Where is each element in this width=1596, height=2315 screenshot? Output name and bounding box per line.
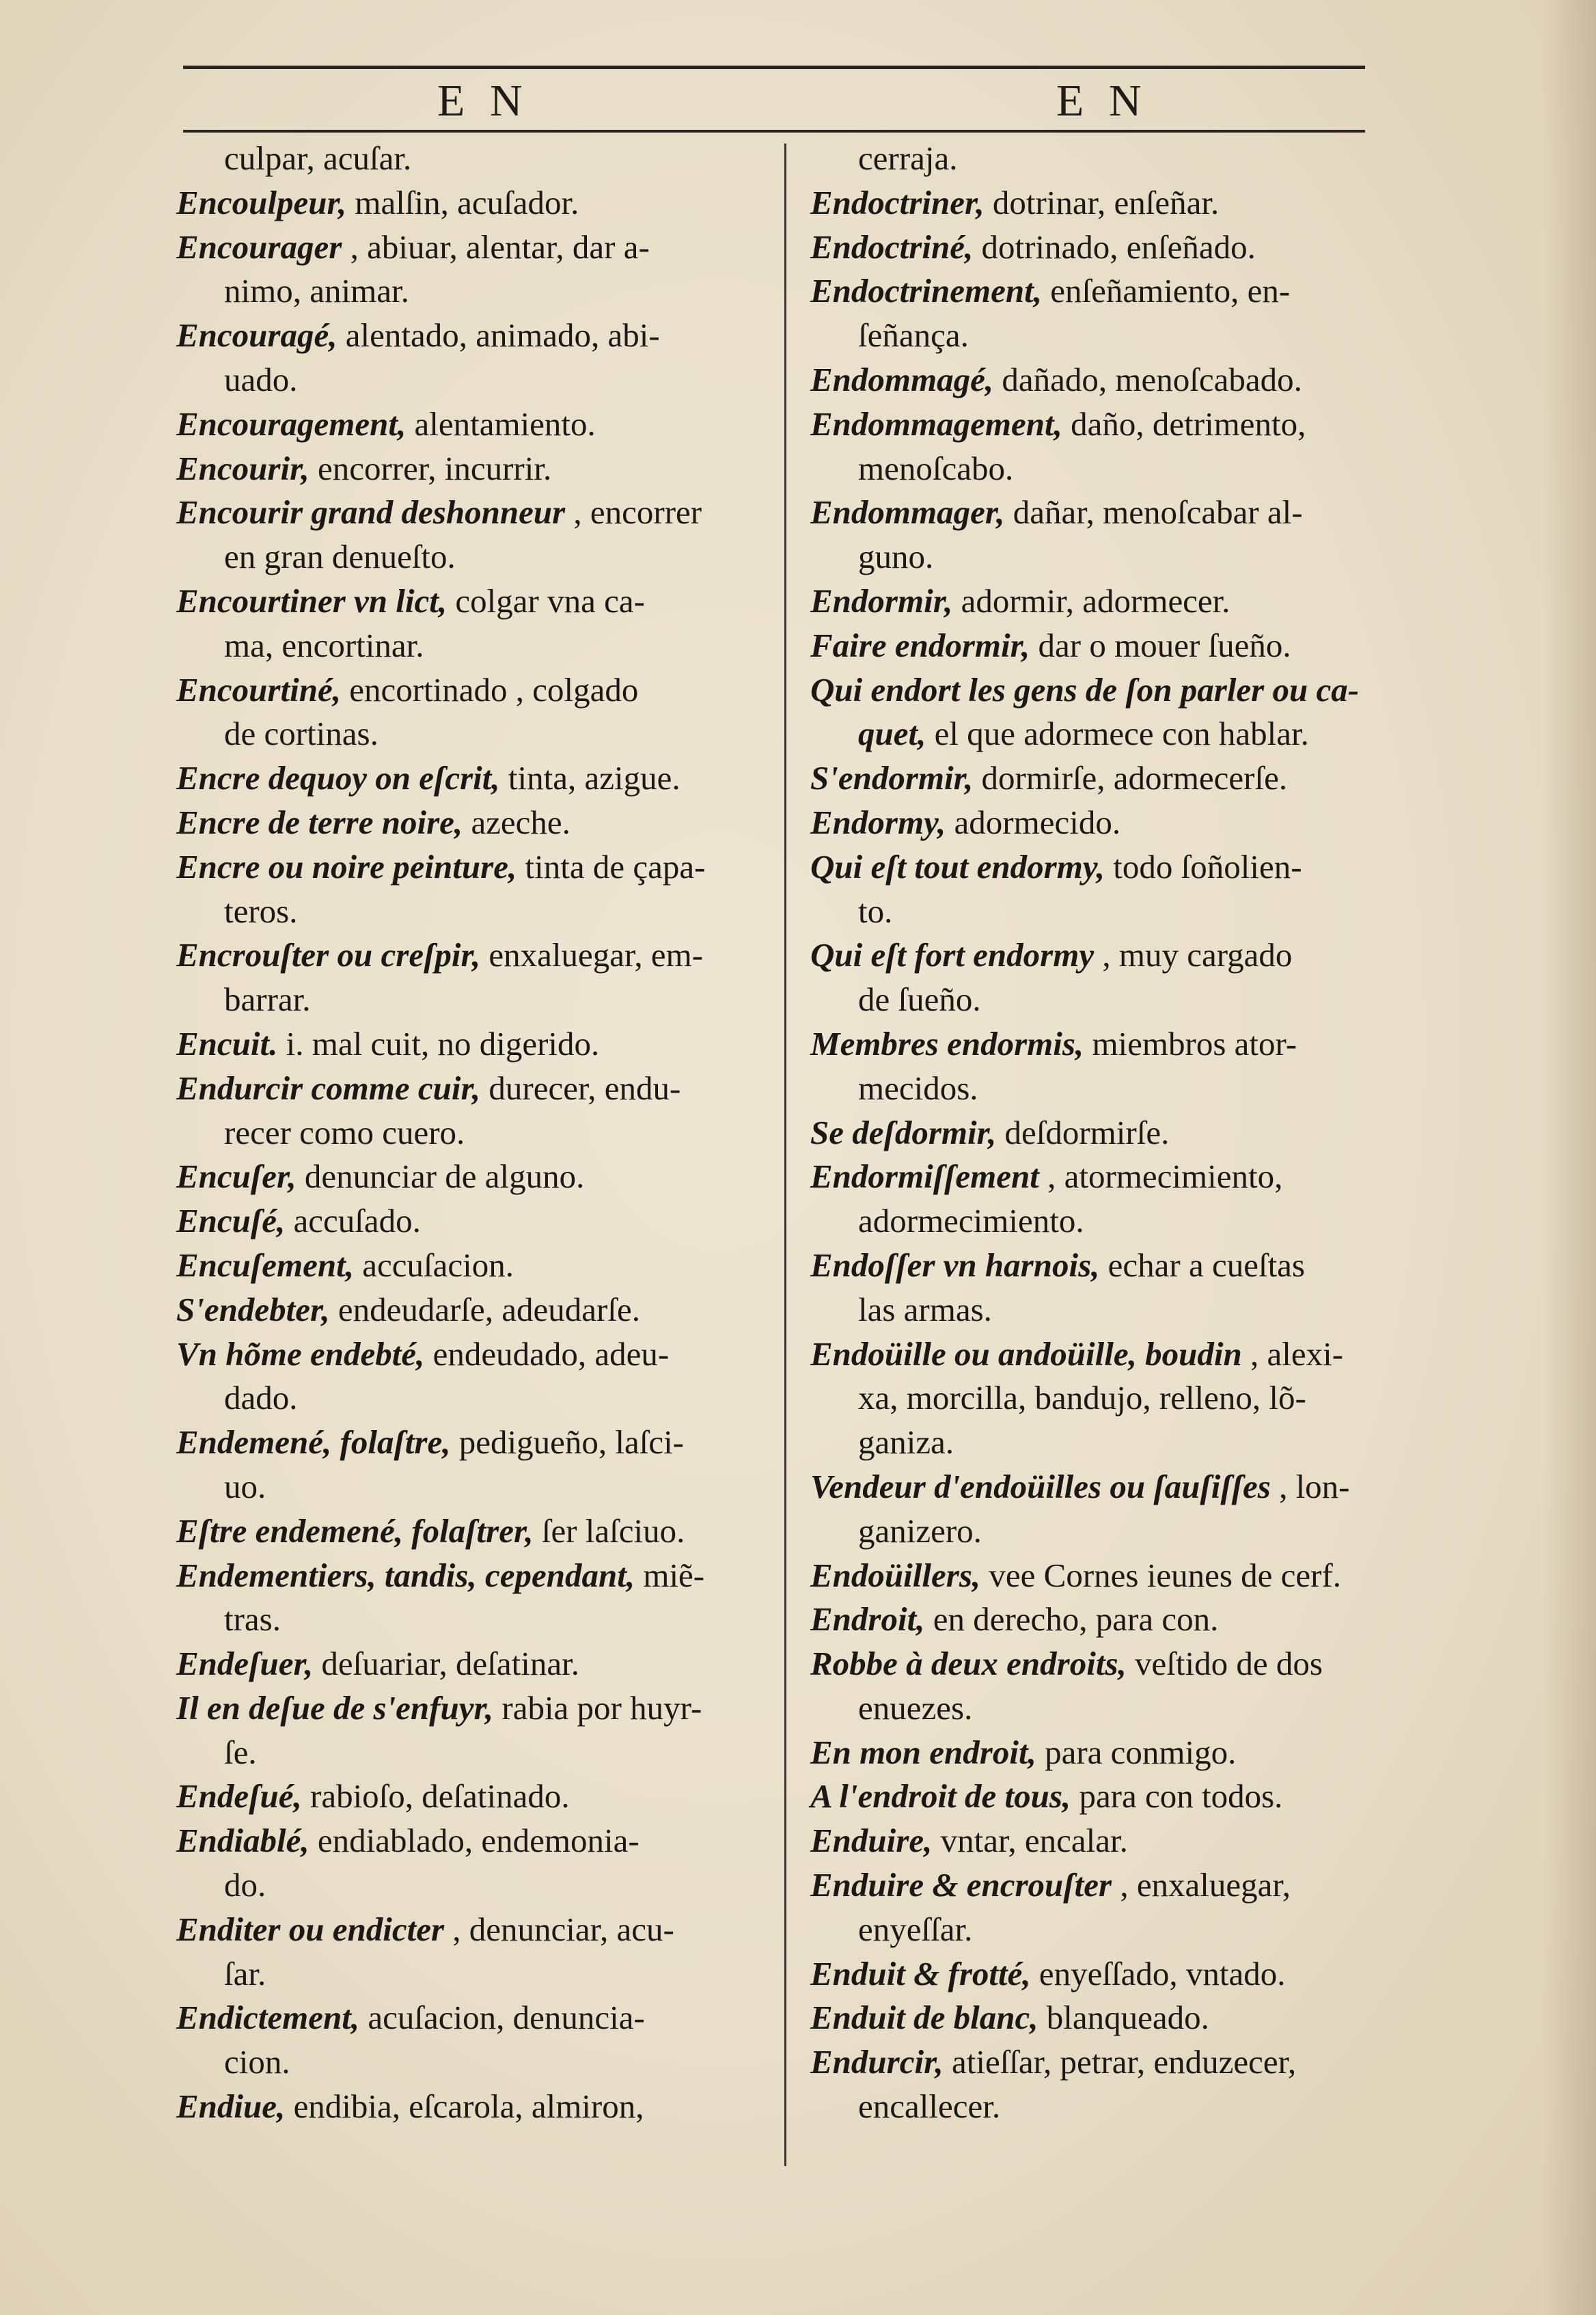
definition-text: atieſſar, petrar, enduzecer, xyxy=(943,2043,1297,2081)
headword: Il en deſue de s'enfuyr, xyxy=(176,1688,494,1727)
definition-text: ganiza. xyxy=(858,1423,954,1462)
definition-text: , enxaluegar, xyxy=(1112,1866,1291,1904)
definition-text: miẽ- xyxy=(635,1556,705,1594)
entry-line xyxy=(810,1067,1384,1111)
entry-line xyxy=(176,1775,750,1819)
definition-text: encallecer. xyxy=(858,2087,1001,2126)
headword: Encourtiner vn lict, xyxy=(176,581,448,620)
headword: Encre ou noire peinture, xyxy=(176,847,517,886)
definition-text: barrar. xyxy=(224,981,311,1019)
entry-line xyxy=(810,579,1384,624)
entry-line xyxy=(176,890,750,934)
definition-text: colgar vna ca- xyxy=(447,581,645,620)
headword: Encourager xyxy=(176,228,342,266)
definition-text: mecidos. xyxy=(858,1069,978,1107)
entry-line xyxy=(810,1554,1384,1598)
headword: En mon endroit, xyxy=(810,1733,1036,1771)
entry-line xyxy=(176,1421,750,1465)
definition-text: enxaluegar, em- xyxy=(480,936,704,974)
definition-text: nimo, animar. xyxy=(224,272,409,310)
definition-text: enyeſſar. xyxy=(858,1910,973,1948)
headword: Enduit de blanc, xyxy=(810,1999,1038,2037)
headword: Enduit & frotté, xyxy=(810,1954,1031,1992)
definition-text: culpar, acuſar. xyxy=(224,139,412,177)
entry-line xyxy=(176,668,750,713)
entry-line xyxy=(176,1996,750,2040)
headword: Faire endormir, xyxy=(810,626,1030,664)
definition-text: para con todos. xyxy=(1071,1777,1283,1816)
entry-line xyxy=(176,1288,750,1332)
headword: Vendeur d'endoüilles ou ſauſiſſes xyxy=(810,1467,1271,1505)
definition-text: endeudado, adeu- xyxy=(424,1334,670,1373)
headword: Endoſſer vn harnois, xyxy=(810,1246,1100,1284)
headword: Endommager, xyxy=(810,493,1005,532)
definition-text: ſe. xyxy=(224,1733,257,1771)
entry-line xyxy=(176,1863,750,1908)
definition-text: echar a cueſtas xyxy=(1099,1246,1305,1284)
definition-text: durecer, endu- xyxy=(480,1069,681,1107)
entry-line xyxy=(810,1155,1384,1199)
entry-line xyxy=(810,978,1384,1022)
definition-text: alentamiento. xyxy=(406,405,596,443)
headword: Endeſuer, xyxy=(176,1645,314,1683)
entry-line xyxy=(176,978,750,1022)
entry-line xyxy=(810,845,1384,890)
headword: Enduire & encrouſter xyxy=(810,1866,1112,1904)
entry-line xyxy=(810,2085,1384,2129)
entry-line xyxy=(176,1111,750,1155)
headword: Encoulpeur, xyxy=(176,183,347,221)
running-header-right: E N xyxy=(1056,76,1148,126)
right-column xyxy=(810,137,1384,2129)
entry-line xyxy=(810,1199,1384,1244)
headword: Encuſer, xyxy=(176,1158,297,1196)
entry-line xyxy=(176,1554,750,1598)
headword: Endoctriner, xyxy=(810,183,985,221)
definition-text: cion. xyxy=(224,2043,290,2081)
headword: Vn hõme endebté, xyxy=(176,1334,425,1373)
entry-line xyxy=(810,1376,1384,1421)
headword: Encourir, xyxy=(176,449,309,487)
entry-line xyxy=(176,845,750,890)
entry-line xyxy=(810,1731,1384,1775)
entry-line xyxy=(176,624,750,668)
entry-line xyxy=(176,1022,750,1067)
headword: A l'endroit de tous, xyxy=(810,1777,1071,1816)
entry-line xyxy=(176,579,750,624)
definition-text: ganizero. xyxy=(858,1511,982,1550)
definition-text: accuſacion. xyxy=(353,1246,514,1284)
entry-line xyxy=(176,314,750,358)
headword: Encuſé, xyxy=(176,1202,286,1240)
definition-text: encortinado , colgado xyxy=(340,670,639,709)
entry-line xyxy=(176,1199,750,1244)
entry-line xyxy=(176,801,750,845)
headword: Endroit, xyxy=(810,1600,925,1639)
definition-text: las armas. xyxy=(858,1290,992,1328)
headword: Endommagement, xyxy=(810,405,1062,443)
headword: Encuit. xyxy=(176,1024,278,1063)
definition-text: , denunciar, acu- xyxy=(444,1910,674,1948)
definition-text: i. mal cuit, no digerido. xyxy=(277,1024,600,1063)
definition-text: todo ſoñolien- xyxy=(1105,847,1302,886)
entry-line xyxy=(810,1465,1384,1509)
headword: Endurcir, xyxy=(810,2043,944,2081)
entry-line xyxy=(810,1288,1384,1332)
definition-text: dado. xyxy=(224,1379,298,1417)
definition-text: dotrinado, enſeñado. xyxy=(973,228,1256,266)
definition-text: enſeñamiento, en- xyxy=(1041,272,1291,310)
entry-line xyxy=(810,1509,1384,1554)
definition-text: tras. xyxy=(224,1600,281,1639)
entry-line xyxy=(176,1952,750,1997)
definition-text: uo. xyxy=(224,1467,266,1505)
entry-line xyxy=(810,1819,1384,1863)
entry-line xyxy=(176,2040,750,2085)
headword: Endemené, folaſtre, xyxy=(176,1423,451,1462)
definition-text: miembros ator- xyxy=(1084,1024,1297,1063)
entry-line xyxy=(176,1509,750,1554)
definition-text: uado. xyxy=(224,360,298,398)
definition-text: adormir, adormecer. xyxy=(952,581,1230,620)
headword: Encre dequoy on eſcrit, xyxy=(176,759,500,797)
definition-text: de cortinas. xyxy=(224,715,379,753)
column-divider xyxy=(784,143,786,2166)
entry-line xyxy=(176,447,750,491)
headword: Endictement, xyxy=(176,1999,360,2037)
definition-text: ſeñança. xyxy=(858,316,969,355)
definition-text: para conmigo. xyxy=(1036,1733,1237,1771)
definition-text: to. xyxy=(858,892,893,930)
headword: Endoctrinement, xyxy=(810,272,1042,310)
definition-text: endiablado, endemonia- xyxy=(309,1822,639,1860)
entry-line xyxy=(176,137,750,181)
definition-text: de ſueño. xyxy=(858,981,981,1019)
entry-line xyxy=(810,402,1384,447)
definition-text: enuezes. xyxy=(858,1688,973,1727)
definition-text: dotrinar, enſeñar. xyxy=(984,183,1220,221)
definition-text: recer como cuero. xyxy=(224,1113,465,1151)
entry-line xyxy=(810,1642,1384,1686)
headword: Endiue, xyxy=(176,2087,286,2126)
definition-text: denunciar de alguno. xyxy=(296,1158,585,1196)
entry-line xyxy=(176,269,750,314)
headword: Qui eſt fort endormy xyxy=(810,936,1095,974)
header-rule-top xyxy=(183,66,1365,69)
headword: Encuſement, xyxy=(176,1246,354,1284)
entry-line xyxy=(176,1376,750,1421)
entry-line xyxy=(810,1775,1384,1819)
definition-text: dar o mouer ſueño. xyxy=(1030,626,1291,664)
definition-text: adormecimiento. xyxy=(858,1202,1084,1240)
definition-text: guno. xyxy=(858,538,934,576)
definition-text: veſtido de dos xyxy=(1126,1645,1323,1683)
headword: Endormiſſement xyxy=(810,1158,1039,1196)
headword: S'endebter, xyxy=(176,1290,330,1328)
definition-text: , alexi- xyxy=(1241,1334,1344,1373)
entry-line xyxy=(810,181,1384,225)
definition-text: , abiuar, alentar, dar a- xyxy=(342,228,650,266)
entry-line xyxy=(810,1421,1384,1465)
entry-line xyxy=(810,624,1384,668)
headword: Endommagé, xyxy=(810,360,994,398)
entry-line xyxy=(810,1022,1384,1067)
entry-line xyxy=(176,1465,750,1509)
entry-line xyxy=(810,447,1384,491)
headword: Endoctriné, xyxy=(810,228,974,266)
headword: quet, xyxy=(858,715,926,753)
headword: Robbe à deux endroits, xyxy=(810,1645,1127,1683)
entry-line xyxy=(176,1642,750,1686)
entry-line xyxy=(810,358,1384,402)
entry-line xyxy=(810,712,1384,756)
headword: Encouragé, xyxy=(176,316,338,355)
definition-text: , muy cargado xyxy=(1094,936,1293,974)
entry-line xyxy=(810,269,1384,314)
definition-text: en derecho, para con. xyxy=(924,1600,1219,1639)
entry-line xyxy=(176,756,750,801)
definition-text: enyeſſado, vntado. xyxy=(1030,1954,1286,1992)
headword: Encourir grand deshonneur xyxy=(176,493,566,532)
entry-line xyxy=(176,1598,750,1642)
definition-text: , lon- xyxy=(1270,1467,1350,1505)
definition-text: rabioſo, deſatinado. xyxy=(301,1777,570,1816)
definition-text: rabia por huyr- xyxy=(493,1688,702,1727)
definition-text: ma, encortinar. xyxy=(224,626,424,664)
page-gutter-shadow xyxy=(1541,0,1596,2315)
entry-line xyxy=(810,314,1384,358)
definition-text: tinta, azigue. xyxy=(499,759,680,797)
definition-text: azeche. xyxy=(463,803,570,841)
definition-text: do. xyxy=(224,1866,266,1904)
entry-line xyxy=(810,2040,1384,2085)
definition-text: dañado, menoſcabado. xyxy=(993,360,1302,398)
entry-line xyxy=(810,1332,1384,1377)
headword: Qui eſt tout endormy, xyxy=(810,847,1105,886)
entry-line xyxy=(176,491,750,535)
definition-text: teros. xyxy=(224,892,298,930)
definition-text: ſer laſciuo. xyxy=(533,1511,685,1550)
entry-line xyxy=(810,491,1384,535)
entry-line xyxy=(810,933,1384,978)
definition-text: menoſcabo. xyxy=(858,449,1014,487)
entry-line xyxy=(176,712,750,756)
entry-line xyxy=(176,1686,750,1731)
entry-line xyxy=(176,1908,750,1952)
entry-line xyxy=(176,225,750,270)
entry-line xyxy=(810,1908,1384,1952)
entry-line xyxy=(810,756,1384,801)
entry-line xyxy=(176,402,750,447)
headword: Endiablé, xyxy=(176,1822,309,1860)
definition-text: dormirſe, adormecerſe. xyxy=(973,759,1288,797)
headword: Encre de terre noire, xyxy=(176,803,463,841)
definition-text: pedigueño, laſci- xyxy=(450,1423,685,1462)
headword: Endoüille ou andoüille, boudin xyxy=(810,1334,1242,1373)
entry-line xyxy=(810,1111,1384,1155)
entry-line xyxy=(176,933,750,978)
headword: Encourtiné, xyxy=(176,670,341,709)
headword: Enduire, xyxy=(810,1822,933,1860)
definition-text: endibia, eſcarola, almiron, xyxy=(285,2087,644,2126)
definition-text: cerraja. xyxy=(858,139,958,177)
definition-text: , atormecimiento, xyxy=(1038,1158,1283,1196)
headword: Encrouſter ou creſpir, xyxy=(176,936,481,974)
definition-text: dañar, menoſcabar al- xyxy=(1004,493,1303,532)
definition-text: acuſacion, denuncia- xyxy=(359,1999,645,2037)
entry-line xyxy=(810,1952,1384,1997)
entry-line xyxy=(176,1819,750,1863)
definition-text: vee Cornes ieunes de cerf. xyxy=(980,1556,1342,1594)
entry-line xyxy=(810,137,1384,181)
definition-text: deſdormirſe. xyxy=(996,1113,1170,1151)
headword: Endementiers, tandis, cependant, xyxy=(176,1556,635,1594)
definition-text: en gran denueſto. xyxy=(224,538,456,576)
headword: Endormir, xyxy=(810,581,953,620)
entry-line xyxy=(810,668,1384,713)
definition-text: endeudarſe, adeudarſe. xyxy=(329,1290,640,1328)
headword: S'endormir, xyxy=(810,759,974,797)
entry-line xyxy=(176,181,750,225)
entry-line xyxy=(810,1244,1384,1288)
entry-line xyxy=(810,1598,1384,1642)
headword: Endeſué, xyxy=(176,1777,302,1816)
entry-line xyxy=(810,225,1384,270)
entry-line xyxy=(176,535,750,579)
definition-text: tinta de çapa- xyxy=(517,847,706,886)
entry-line xyxy=(810,890,1384,934)
entry-line xyxy=(810,535,1384,579)
headword: Membres endormis, xyxy=(810,1024,1084,1063)
headword: Enditer ou endicter xyxy=(176,1910,445,1948)
definition-text: deſuariar, deſatinar. xyxy=(313,1645,579,1683)
headword: Endormy, xyxy=(810,803,946,841)
entry-line xyxy=(176,358,750,402)
headword: Endurcir comme cuir, xyxy=(176,1069,481,1107)
definition-text: accuſado. xyxy=(285,1202,421,1240)
entry-line xyxy=(176,1731,750,1775)
definition-text: malſin, acuſador. xyxy=(346,183,579,221)
entry-line xyxy=(810,1686,1384,1731)
definition-text: encorrer, incurrir. xyxy=(309,449,552,487)
headword: Eſtre endemené, folaſtrer, xyxy=(176,1511,534,1550)
definition-text: vntar, encalar. xyxy=(932,1822,1128,1860)
definition-text: ſar. xyxy=(224,1954,266,1992)
running-header-left: E N xyxy=(437,76,529,126)
headword: Se deſdormir, xyxy=(810,1113,997,1151)
entry-line xyxy=(810,1996,1384,2040)
entry-line xyxy=(810,801,1384,845)
headword: Encouragement, xyxy=(176,405,407,443)
header-rule-bottom xyxy=(183,130,1365,133)
definition-text: daño, detrimento, xyxy=(1062,405,1306,443)
definition-text: el que adormece con hablar. xyxy=(926,715,1309,753)
headword: Endoüillers, xyxy=(810,1556,981,1594)
entry-line xyxy=(176,1067,750,1111)
entry-line xyxy=(176,1155,750,1199)
entry-line xyxy=(176,1332,750,1377)
entry-line xyxy=(810,1863,1384,1908)
left-column xyxy=(176,137,750,2129)
entry-line xyxy=(176,2085,750,2129)
headword: Qui endort les gens de ſon parler ou ca- xyxy=(810,670,1360,709)
definition-text: alentado, animado, abi- xyxy=(337,316,660,355)
definition-text: blanqueado. xyxy=(1038,1999,1209,2037)
definition-text: xa, morcilla, bandujo, relleno, lõ- xyxy=(858,1379,1306,1417)
definition-text: , encorrer xyxy=(565,493,702,532)
entry-line xyxy=(176,1244,750,1288)
definition-text: adormecido. xyxy=(946,803,1121,841)
